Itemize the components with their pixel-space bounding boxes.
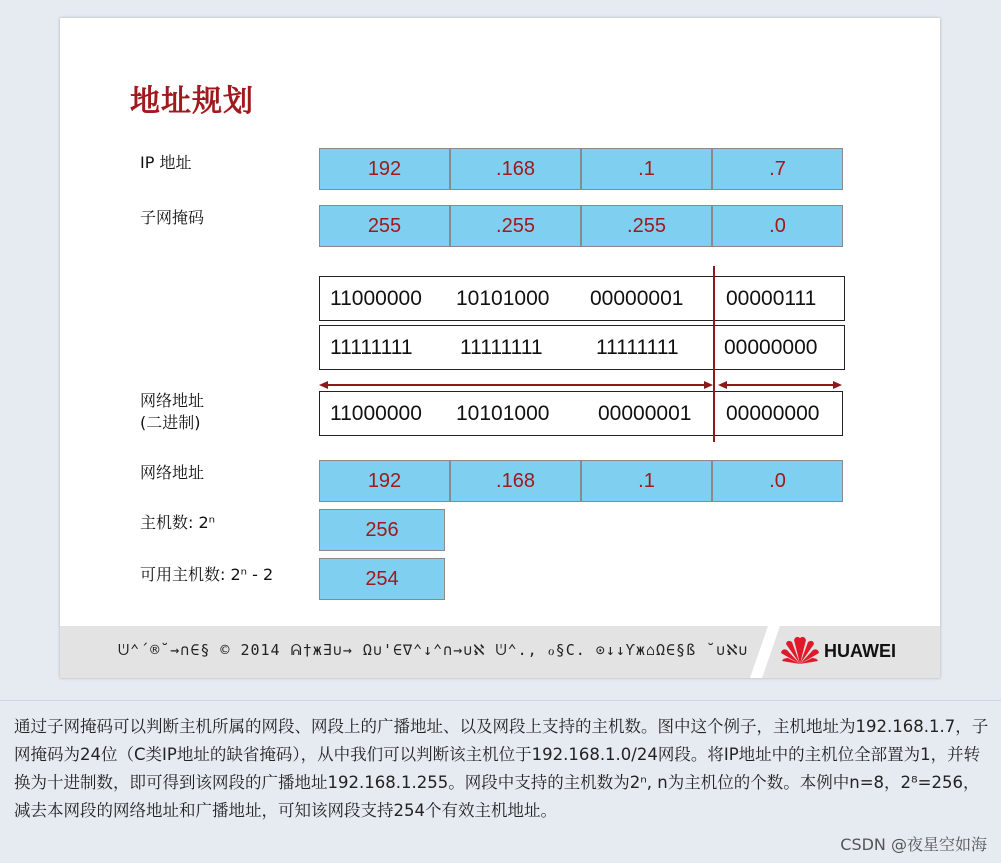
huawei-logo [780, 634, 896, 668]
net-binary-octet: 11000000 [330, 402, 422, 425]
footer-slash-icon [750, 626, 780, 678]
footer-copyright: ᕫ⌃´®˘→∩∈§ © 2014 ᕱ†ж∃∪→ Ω∪'∈∇⌃↓⌃∩→∪ℵ ᕫ⌃., ℴ§C. ⊙↓↓Ƴж⌂Ω∈§ß ˘∪ℵ∪ [118, 641, 749, 659]
net-binary-octet: 10101000 [456, 402, 550, 425]
label-net-binary [140, 390, 204, 434]
net-binary-octet: 00000001 [598, 402, 692, 425]
huawei-petal-icon [780, 634, 820, 668]
host-count-cell: 256 [319, 509, 445, 551]
mask-octet-row [319, 205, 843, 247]
mask-binary-octet: 11111111 [596, 336, 679, 359]
ip-octet: .7 [712, 148, 843, 190]
mask-octet: .0 [712, 205, 843, 247]
ip-binary-octet: 00000001 [590, 287, 684, 310]
huawei-brand-text: HUAWEI [824, 640, 896, 661]
net-octet: .168 [450, 460, 581, 502]
label-usable: 可用主机数: 2ⁿ - 2 [140, 565, 274, 584]
mask-octet: .255 [450, 205, 581, 247]
label-ip: IP 地址 [140, 153, 192, 172]
network-host-divider [713, 266, 715, 442]
host-part-arrow [718, 380, 842, 390]
net-binary-octet: 00000000 [726, 402, 820, 425]
mask-octet: 255 [319, 205, 450, 247]
slide-footer [60, 626, 940, 678]
usable-count-row [319, 558, 445, 600]
mask-binary-box [319, 325, 845, 370]
ip-octet: .1 [581, 148, 712, 190]
ip-octet: .168 [450, 148, 581, 190]
net-octet: .1 [581, 460, 712, 502]
ip-binary-octet: 10101000 [456, 287, 550, 310]
usable-count-cell: 254 [319, 558, 445, 600]
ip-binary-octet: 11000000 [330, 287, 422, 310]
label-net-binary-line1: 网络地址 [140, 391, 205, 410]
host-count-row [319, 509, 445, 551]
label-hosts: 主机数: 2ⁿ [140, 513, 216, 532]
net-binary-box [319, 391, 843, 436]
label-net: 网络地址 [140, 463, 205, 482]
net-octet: .0 [712, 460, 843, 502]
ip-octet: 192 [319, 148, 450, 190]
mask-binary-octet: 11111111 [460, 336, 543, 359]
mask-binary-octet: 00000000 [724, 336, 818, 359]
csdn-watermark: CSDN @夜星空如海 [840, 835, 987, 854]
net-octet-row [319, 460, 843, 502]
label-mask: 子网掩码 [140, 208, 205, 227]
net-octet: 192 [319, 460, 450, 502]
slide [60, 18, 940, 678]
section-divider [0, 700, 1001, 701]
network-part-arrow [319, 380, 713, 390]
description-paragraph: 通过子网掩码可以判断主机所属的网段、网段上的广播地址、以及网段上支持的主机数。图中这个例子，主机地址为192.168.1.7，子网掩码为24位（C类IP地址的缺省掩码），从中我们可以判断该主机位于192.168.1.0/24网段。将IP地址中的主机位全部置为1，并转换为十进制数，即可得到该网段的广播地址192.168.1.255。网段中支持的主机数为2ⁿ, n为主机位的个数。本例中n=8，2⁸=256，减去本网段的网络地址和广播地址，可知该网段支持254个有效主机地址。 [14, 717, 989, 820]
mask-binary-octet: 11111111 [330, 336, 413, 359]
mask-octet: .255 [581, 205, 712, 247]
ip-binary-octet: 00000111 [726, 287, 817, 310]
label-net-binary-line2: (二进制) [140, 413, 201, 432]
ip-octet-row [319, 148, 843, 190]
slide-title: 地址规划 [130, 84, 254, 119]
ip-binary-box [319, 276, 845, 321]
